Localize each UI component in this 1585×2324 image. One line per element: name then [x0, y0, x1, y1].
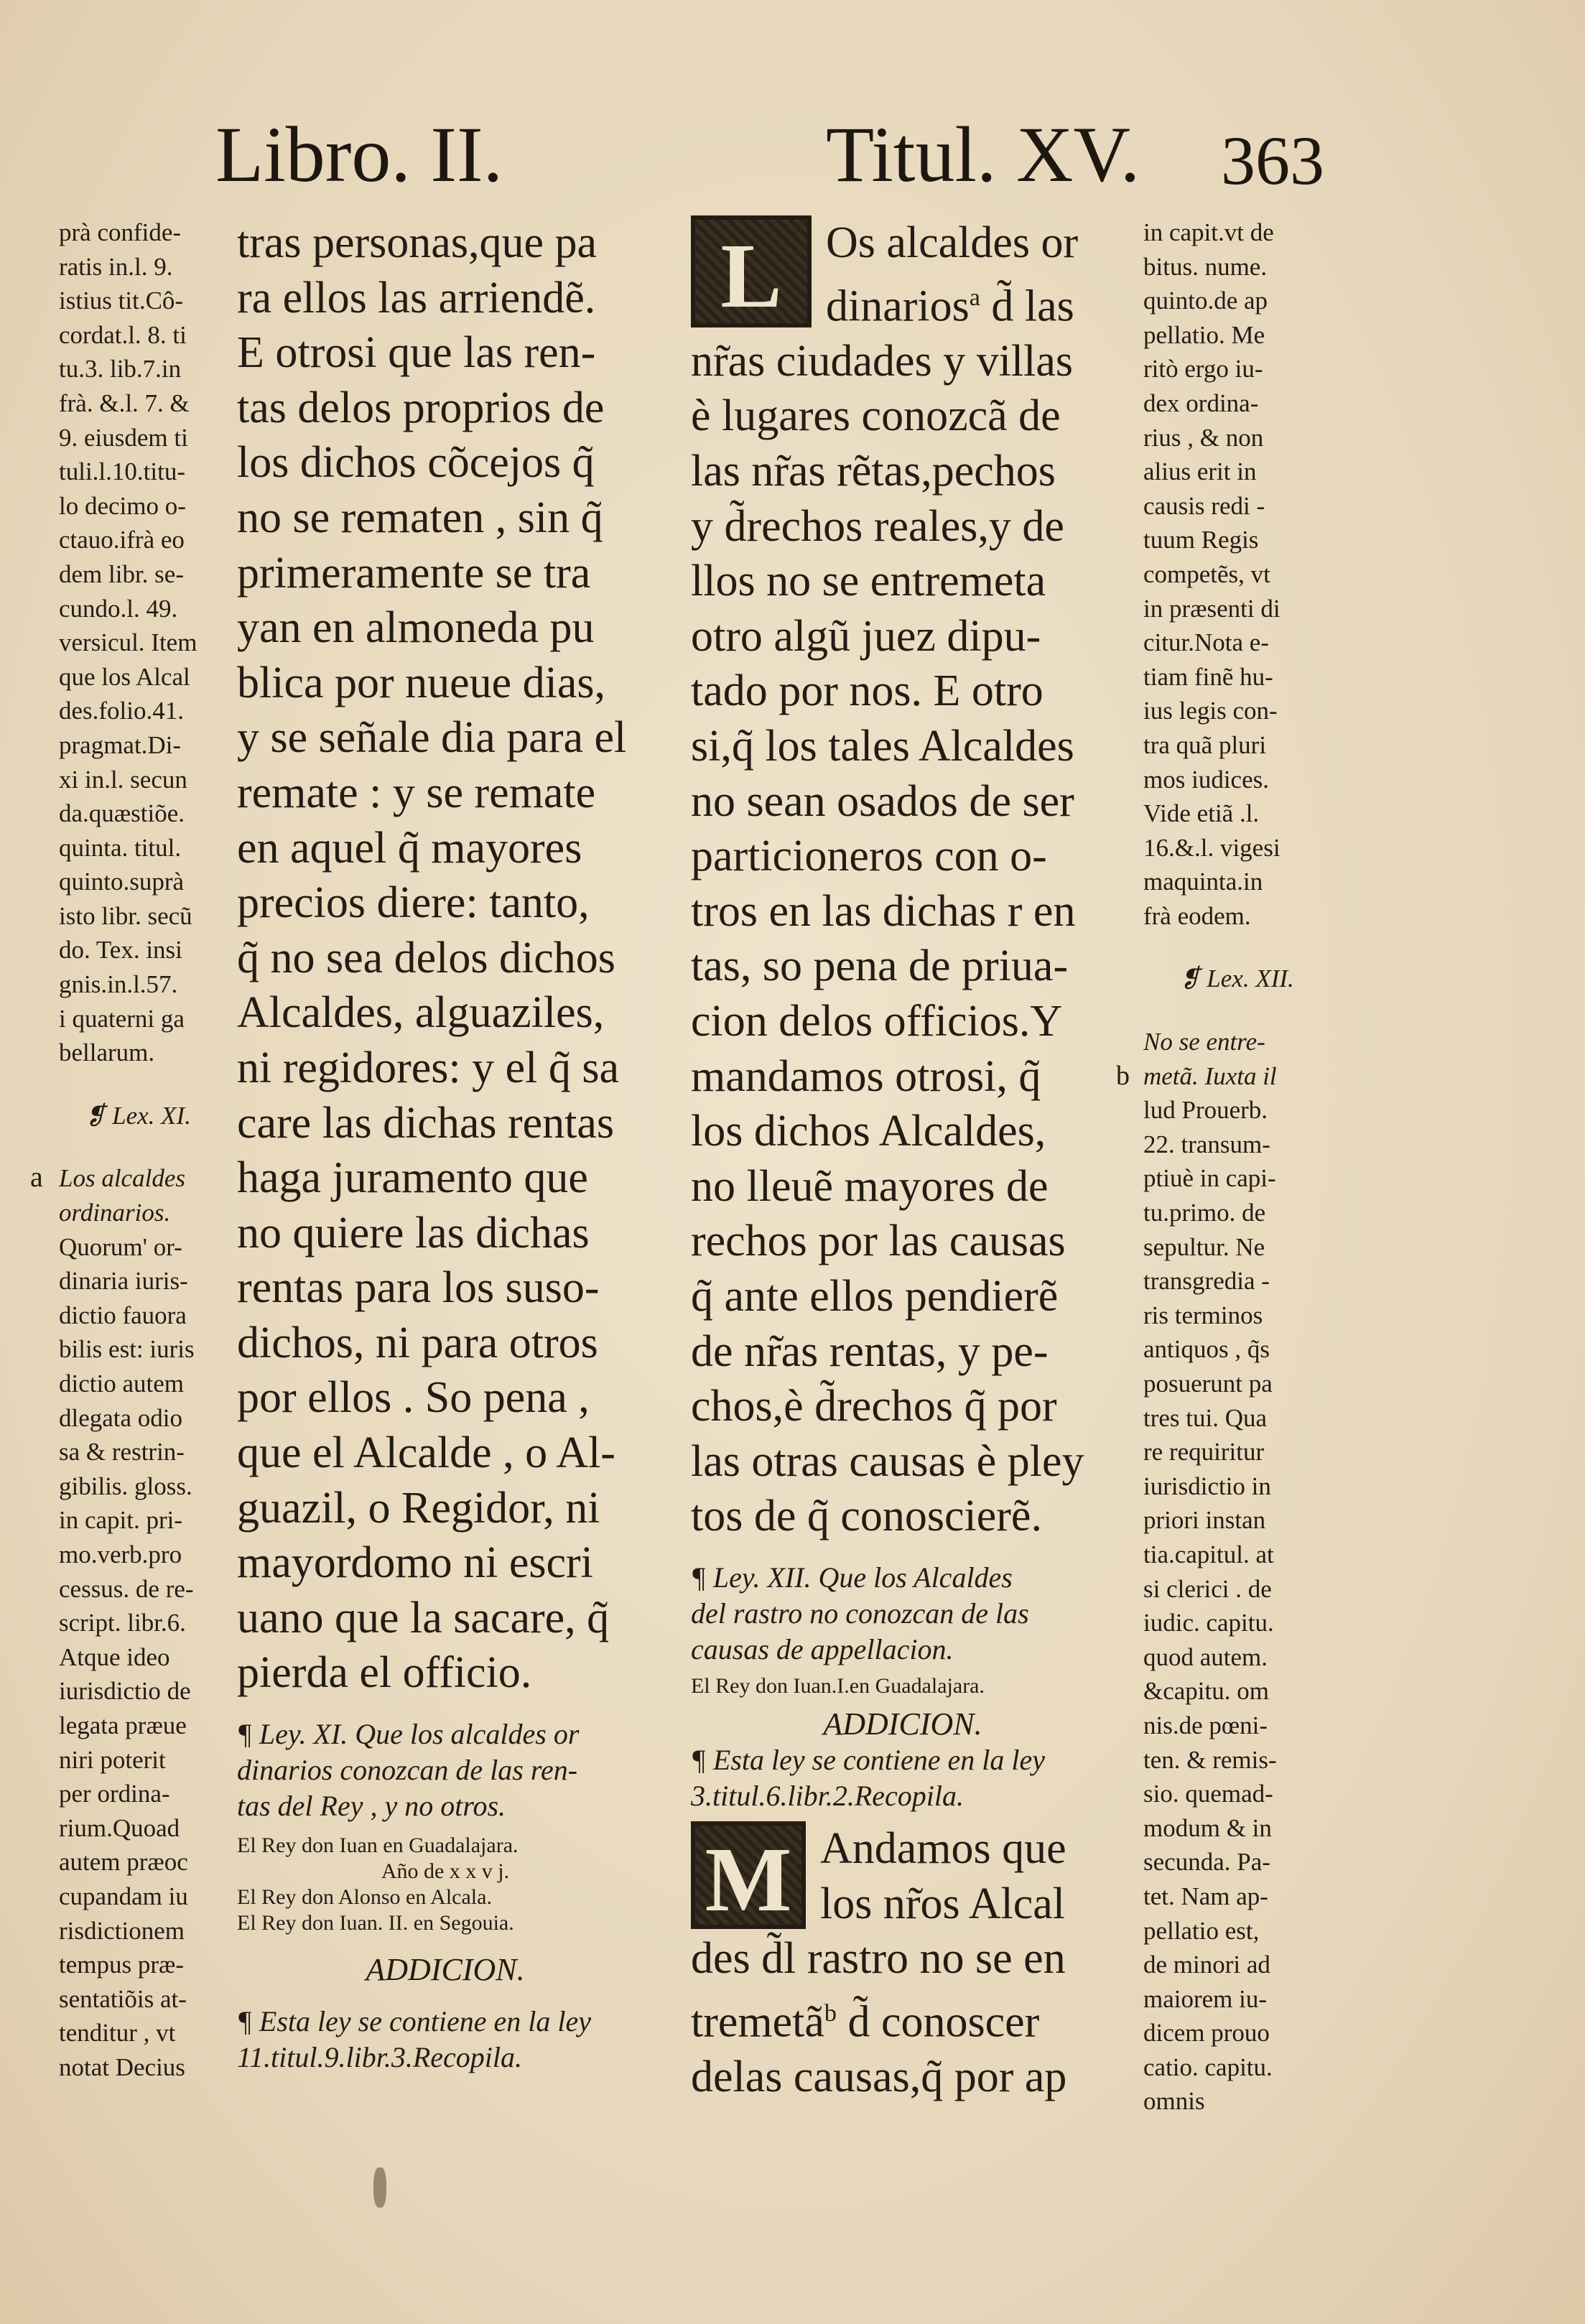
text-line: in capit.vt de — [1143, 218, 1274, 246]
text-line: frà. &.l. 7. & — [59, 389, 190, 417]
text-line: omnis — [1143, 2087, 1205, 2116]
text-line: del rastro no conozcan de las — [691, 1596, 1029, 1630]
text-line: El Rey don Alonso en Alcala. — [237, 1885, 492, 1910]
text-line: metã. Iuxta il — [1143, 1061, 1277, 1090]
text-line: tas delos proprios de — [237, 383, 605, 432]
addicion-text — [691, 1742, 1115, 1814]
text-line: dem libr. se- — [59, 559, 184, 588]
text-line: ra ellos las arriendẽ. — [237, 273, 596, 322]
text-line: in præsenti di — [1143, 594, 1280, 623]
text-line: per ordina- — [59, 1780, 170, 1808]
text-line: in capit. pri- — [59, 1506, 183, 1535]
text-line: pragmat.Di- — [59, 730, 182, 759]
text-line: los nr̃os Alcal — [820, 1879, 1065, 1928]
running-head-book: Libro. II. — [215, 111, 503, 198]
text-line: tia.capitul. at — [1143, 1540, 1274, 1568]
text-line: las nr̃as rẽtas,pechos — [691, 447, 1056, 496]
text-line: quinto.suprà — [59, 868, 185, 896]
text-line: legata præue — [59, 1711, 187, 1739]
text-line: risdictionem — [59, 1916, 185, 1945]
text-line: por ellos . So pena , — [237, 1373, 590, 1423]
text-line: i quaterni ga — [59, 1004, 185, 1033]
text-line: bitus. nume. — [1143, 252, 1268, 281]
text-line: dicem prouo — [1143, 2019, 1270, 2048]
text-line: 9. eiusdem ti — [59, 423, 188, 452]
text-line: cundo.l. 49. — [59, 594, 178, 623]
text-line: haga juramento que — [237, 1153, 588, 1203]
text-line: posuerunt pa — [1143, 1370, 1273, 1398]
text-line: y d̃rechos reales,y de — [691, 501, 1064, 551]
text-line: versicul. Item — [59, 628, 197, 657]
text-line: Vide etiã .l. — [1143, 799, 1260, 828]
text-line: si,q̃ los tales Alcaldes — [691, 722, 1074, 771]
text-line: tu.3. lib.7.in — [59, 355, 182, 384]
page-number: 363 — [1221, 122, 1324, 199]
text-line: rium.Quoad — [59, 1813, 180, 1842]
decorated-initial-l: L — [691, 215, 812, 327]
text-line: Alcaldes, alguaziles, — [237, 988, 605, 1038]
text-line: Atque ideo — [59, 1642, 170, 1671]
text-line: causis redi - — [1143, 491, 1265, 520]
text-line: cion delos officios.Y — [691, 996, 1063, 1046]
text-line: autem præoc — [59, 1848, 188, 1877]
text-line: yan en almoneda pu — [237, 603, 595, 653]
text-line: ¶ Ley. XI. Que los alcaldes or — [237, 1718, 580, 1751]
text-line: mo.verb.pro — [59, 1540, 182, 1568]
text-line: da.quæstiõe. — [59, 799, 185, 828]
text-line: tras personas,que pa — [237, 218, 597, 267]
text-line: mandamos otrosi, q̃ — [691, 1051, 1041, 1101]
text-line: cupandam iu — [59, 1882, 188, 1910]
text-line: modum & in — [1143, 1813, 1272, 1842]
left-margin-notes — [30, 215, 217, 2084]
text-line: 22. transum- — [1143, 1130, 1270, 1158]
text-line: iudic. capitu. — [1143, 1609, 1274, 1637]
text-line: tros en las dichas r en — [691, 886, 1076, 936]
text-line: ten. & remis- — [1143, 1745, 1277, 1774]
text-line: lud Prouerb. — [1143, 1096, 1268, 1125]
right-margin-notes — [1143, 215, 1330, 2119]
text-line: No se entre- — [1143, 1028, 1265, 1056]
text-line: lo decimo o- — [59, 491, 186, 520]
text-line: El Rey don Iuan en Guadalajara. — [237, 1833, 519, 1858]
text-line: bilis est: iuris — [59, 1335, 195, 1364]
text-line: ni regidores: y el q̃ sa — [237, 1043, 620, 1092]
text-line: alius erit in — [1143, 457, 1257, 486]
text-line: y se señale dia para el — [237, 713, 627, 763]
text-line: ptiuè in capi- — [1143, 1164, 1276, 1193]
text-line: no sean osados de ser — [691, 776, 1074, 826]
text-line: prà confide- — [59, 218, 182, 246]
addicion-heading: ADDICION. — [366, 1952, 525, 1988]
text-line: Quorum' or- — [59, 1232, 182, 1261]
note-marker-b: b — [1116, 1061, 1130, 1091]
text-line: do. Tex. insi — [59, 936, 182, 965]
text-line: sepultur. Ne — [1143, 1232, 1265, 1261]
text-line: frà eodem. — [1143, 901, 1251, 930]
text-line: antiquos , q̃s — [1143, 1335, 1270, 1364]
text-line: citur.Nota e- — [1143, 628, 1269, 657]
text-line: quinta. titul. — [59, 833, 182, 862]
text-line: tuli.l.10.titu- — [59, 457, 185, 486]
text-line: dinaria iuris- — [59, 1267, 188, 1296]
text-line: dinarios conozcan de las ren- — [237, 1754, 578, 1787]
text-line: precios diere: tanto, — [237, 878, 590, 928]
text-line: ¶ Esta ley se contiene en la ley — [237, 2005, 591, 2038]
text-line: cordat.l. 8. ti — [59, 320, 187, 349]
text-line: competẽs, vt — [1143, 559, 1270, 588]
text-line: iurisdictio de — [59, 1677, 191, 1706]
text-line: è lugares conozcã de — [691, 391, 1061, 441]
text-line: que los Alcal — [59, 662, 190, 691]
text-column-left — [237, 215, 654, 2076]
text-line: ¶ Ley. XII. Que los Alcaldes — [691, 1561, 1013, 1594]
text-line: sentatiõis at- — [59, 1984, 187, 2013]
text-line: causas de appellacion. — [691, 1632, 954, 1665]
text-line: tremetã$^b$ d̃ conoscer — [691, 1997, 1040, 2047]
text-line: script. libr.6. — [59, 1609, 186, 1637]
text-line: tas del Rey , y no otros. — [237, 1790, 506, 1823]
lex-marker: ❡ Lex. XII. — [1179, 965, 1294, 993]
text-line: nis.de pœni- — [1143, 1711, 1268, 1739]
text-line: las otras causas è pley — [691, 1436, 1084, 1486]
text-line: mos iudices. — [1143, 765, 1269, 794]
note-marker: a — [30, 1161, 43, 1194]
text-line: dictio fauora — [59, 1301, 187, 1329]
text-line: tos de q̃ conoscierẽ. — [691, 1492, 1042, 1541]
text-line: 11.titul.9.libr.3.Recopila. — [237, 2041, 523, 2074]
text-line: El Rey don Iuan.I.en Guadalajara. — [691, 1673, 985, 1698]
text-line: mayordomo ni escri — [237, 1538, 593, 1588]
text-line: particioneros con o- — [691, 832, 1047, 881]
text-line: re requiritur — [1143, 1438, 1265, 1467]
text-line: rentas para los suso- — [237, 1263, 600, 1313]
text-line: quinto.de ap — [1143, 287, 1268, 315]
text-line: tra quã pluri — [1143, 730, 1267, 759]
text-line: tu.primo. de — [1143, 1199, 1266, 1227]
text-line: ordinarios. — [59, 1199, 171, 1227]
ley-sources — [691, 1673, 1115, 1699]
text-line: ¶ Esta ley se contiene en la ley — [691, 1743, 1045, 1776]
text-line: los dichos cõcejos q̃ — [237, 438, 595, 488]
text-line: maquinta.in — [1143, 868, 1263, 896]
text-line: ratis in.l. 9. — [59, 252, 173, 281]
text-line: gibilis. gloss. — [59, 1472, 192, 1500]
text-line: q̃ no sea delos dichos — [237, 933, 615, 982]
text-line: tas, so pena de priua- — [691, 942, 1069, 991]
text-line: cessus. de re- — [59, 1574, 194, 1603]
text-line: dichos, ni para otros — [237, 1318, 598, 1367]
text-line: los dichos Alcaldes, — [691, 1107, 1046, 1156]
text-line: catio. capitu. — [1143, 2053, 1273, 2081]
text-line: pellatio est, — [1143, 1916, 1260, 1945]
text-line: blica por nueue dias, — [237, 658, 606, 707]
text-line: bellarum. — [59, 1038, 155, 1067]
text-line: rechos por las causas — [691, 1217, 1066, 1266]
text-line: dictio autem — [59, 1370, 184, 1398]
text-line: pellatio. Me — [1143, 320, 1265, 349]
text-line: remate : y se remate — [237, 768, 596, 817]
ink-smudge — [373, 2167, 386, 2208]
text-line: ius legis con- — [1143, 697, 1278, 725]
text-line: pierda el officio. — [237, 1648, 532, 1698]
text-line: Os alcaldes or — [826, 218, 1079, 267]
text-line: dex ordina- — [1143, 389, 1259, 417]
text-line: primeramente se tra — [237, 548, 591, 598]
text-line: otro algũ juez dipu- — [691, 611, 1041, 661]
text-line: sa & restrin- — [59, 1438, 185, 1467]
text-line: quod autem. — [1143, 1642, 1268, 1671]
text-line: tempus præ- — [59, 1951, 185, 1979]
text-line: E otrosi que las ren- — [237, 328, 596, 378]
text-line: Año de x x v j. — [381, 1859, 510, 1884]
text-line: niri poterit — [59, 1745, 166, 1774]
text-line: notat Decius — [59, 2053, 185, 2081]
text-line: dinarios$^a$ d̃ las — [826, 282, 1074, 331]
text-line: des d̃l rastro no se en — [691, 1934, 1066, 1984]
text-line: chos,è d̃rechos q̃ por — [691, 1382, 1057, 1431]
text-line: transgredia - — [1143, 1267, 1270, 1296]
text-line: llos no se entremeta — [691, 557, 1046, 606]
text-line: no quiere las dichas — [237, 1208, 590, 1258]
text-line: xi in.l. secun — [59, 765, 187, 794]
running-head-title: Titul. XV. — [826, 111, 1140, 198]
text-line: tet. Nam ap- — [1143, 1882, 1268, 1910]
text-line: Los alcaldes — [59, 1164, 185, 1193]
text-line: ris terminos — [1143, 1301, 1263, 1329]
text-line: rius , & non — [1143, 423, 1264, 452]
lex-marker: ❡ Lex. XI. — [85, 1101, 191, 1130]
text-line: uano que la sacare, q̃ — [237, 1593, 610, 1642]
text-line: delas causas,q̃ por ap — [691, 2052, 1067, 2101]
text-line: iurisdictio in — [1143, 1472, 1271, 1500]
text-line: gnis.in.l.57. — [59, 970, 178, 999]
text-line: 16.&.l. vigesi — [1143, 833, 1280, 862]
ley-title — [237, 1716, 654, 1824]
text-line: de minori ad — [1143, 1951, 1270, 1979]
text-line: des.folio.41. — [59, 697, 185, 725]
ley-title — [691, 1560, 1115, 1668]
text-line: guazil, o Regidor, ni — [237, 1483, 600, 1533]
text-line: si clerici . de — [1143, 1574, 1272, 1603]
text-line: maiorem iu- — [1143, 1984, 1268, 2013]
text-line: dlegata odio — [59, 1403, 183, 1432]
text-line: priori instan — [1143, 1506, 1266, 1535]
text-line: ritò ergo iu- — [1143, 355, 1263, 384]
text-line: en aquel q̃ mayores — [237, 823, 582, 873]
text-line: ctauo.ifrà eo — [59, 526, 185, 554]
text-line: q̃ ante ellos pendierẽ — [691, 1271, 1059, 1321]
text-line: El Rey don Iuan. II. en Segouia. — [237, 1911, 514, 1935]
text-line: no lleuẽ mayores de — [691, 1161, 1049, 1211]
text-line: tres tui. Qua — [1143, 1403, 1268, 1432]
text-line: 3.titul.6.libr.2.Recopila. — [691, 1779, 964, 1812]
text-line: &capitu. om — [1143, 1677, 1269, 1706]
text-line: de nr̃as rentas, y pe- — [691, 1326, 1049, 1376]
text-line: istius tit.Cô- — [59, 287, 184, 315]
text-line: Andamos que — [820, 1823, 1066, 1873]
addicion-heading: ADDICION. — [823, 1706, 982, 1742]
text-line: tuum Regis — [1143, 526, 1259, 554]
text-line: care las dichas rentas — [237, 1098, 615, 1148]
text-line: que el Alcalde , o Al- — [237, 1428, 615, 1478]
addicion-text — [237, 2004, 654, 2076]
text-line: nr̃as ciudades y villas — [691, 336, 1074, 386]
text-column-right — [691, 215, 1130, 2105]
text-line: isto libr. secũ — [59, 901, 192, 930]
decorated-initial-m: M — [691, 1821, 806, 1929]
text-line: sio. quemad- — [1143, 1780, 1273, 1808]
text-line: no se rematen , sin q̃ — [237, 493, 603, 542]
text-line: tenditur , vt — [59, 2019, 176, 2048]
text-line: tiam finẽ hu- — [1143, 662, 1273, 691]
ley-sources — [237, 1833, 654, 1936]
text-line: secunda. Pa- — [1143, 1848, 1270, 1877]
text-line: tado por nos. E otro — [691, 666, 1044, 716]
